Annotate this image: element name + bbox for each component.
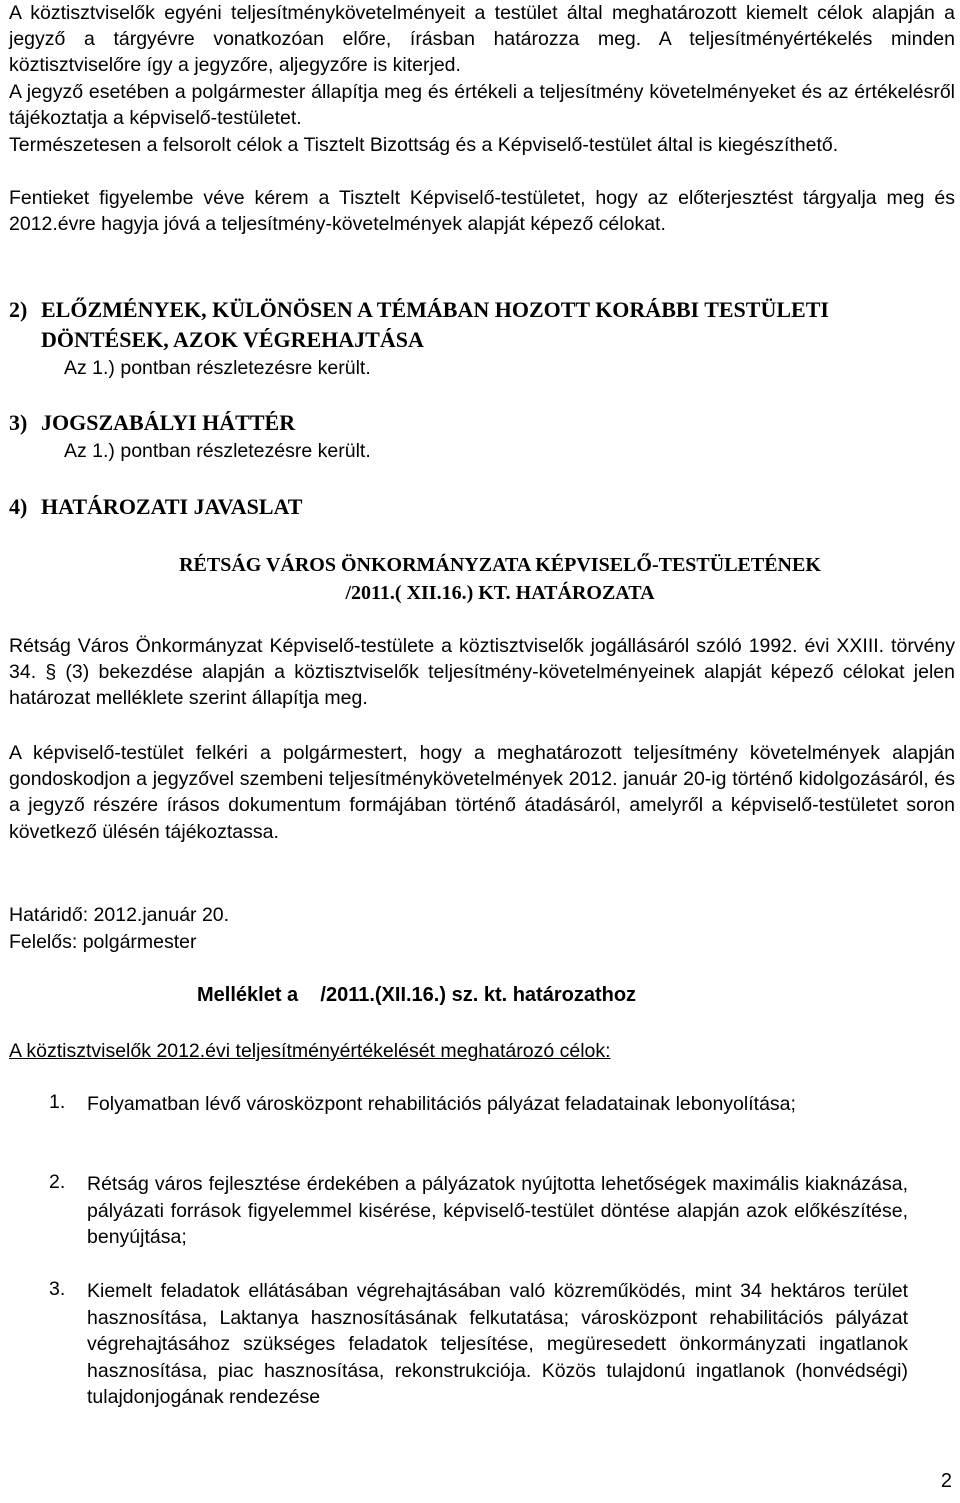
section-heading-2 — [9, 295, 829, 324]
list-item-text: Folyamatban lévő városközpont rehabilitációs pályázat feladatainak lebonyolítása; — [87, 1093, 796, 1115]
section-number: 4) — [9, 494, 28, 519]
resolution-paragraph-1: Rétság Város Önkormányzat Képviselő-testülete a köztisztviselők jogállásáról szóló 1992. évi XXIII. törvény 34. § (3) bekezdése alapján a köztisztviselők teljesítmény-követelményeinek alapját képező célokat jelen határozat melléklete szerint állapítja meg. — [9, 635, 955, 710]
section-heading-2-continued — [41, 325, 424, 354]
section-title-line-1: ELŐZMÉNYEK, KÜLÖNÖSEN A TÉMÁBAN HOZOTT KORÁBBI TESTÜLETI — [41, 297, 829, 322]
section-number: 3) — [9, 410, 28, 435]
page-number: 2 — [940, 1470, 952, 1492]
intro-paragraph-2: A jegyző esetében a polgármester állapítja meg és értékeli a teljesítmény követelményeket és az értékelésről tájékoztatja a képviselő-testületet. — [9, 81, 955, 130]
section-heading-4 — [9, 492, 302, 521]
intro-paragraph-3: Természetesen a felsorolt célok a Tisztelt Bizottság és a Képviselő-testület által is kiegészíthető. — [9, 134, 839, 156]
section-title: HATÁROZATI JAVASLAT — [41, 494, 303, 519]
section-3-body: Az 1.) pontban részletezésre került. — [64, 440, 371, 462]
list-item-number: 2. — [49, 1171, 66, 1193]
list-item-number: 1. — [49, 1091, 66, 1113]
list-item-number: 3. — [49, 1278, 66, 1300]
resolution-paragraph-2: A képviselő-testület felkéri a polgármestert, hogy a meghatározott teljesítmény követelmények alapján gondoskodjon a jegyzővel szembeni teljesítménykövetelmények 2012. január 20-ig történő kidolgozásáról, és a jegyző részére írásos dokumentum formájában történő átadásáról, amelyről a képviselő-testületet soron következő ülésén tájékoztassa. — [9, 742, 955, 843]
section-title: JOGSZABÁLYI HÁTTÉR — [41, 410, 296, 435]
annex-title: Melléklet a /2011.(XII.16.) sz. kt. határozathoz — [197, 984, 637, 1006]
resolution-header-line-2: /2011.( XII.16.) KT. HATÁROZATA — [345, 582, 655, 604]
intro-paragraph-4: Fentieket figyelembe véve kérem a Tisztelt Képviselő-testületet, hogy az előterjesztést tárgyalja meg és 2012.évre hagyja jóvá a teljesítmény-követelmények alapját képező célokat. — [9, 187, 955, 236]
responsible-line: Felelős: polgármester — [9, 931, 197, 953]
list-item-text: Kiemelt feladatok ellátásában végrehajtásában való közreműködés, mint 34 hektáros terület hasznosítása, Laktanya hasznosításának felkutatása; városközpont rehabilitációs pályázat végrehajtásához szükséges feladatok teljesítése, megüresedett önkormányzati ingatlanok hasznosítása, piac hasznosítása, rekonstrukciója. Közös tulajdonú ingatlanok (honvédségi) tulajdonjogának rendezése — [87, 1280, 908, 1408]
list-item-text: Rétság város fejlesztése érdekében a pályázatok nyújtotta lehetőségek maximális kiaknázása, pályázati források figyelemmel kisérése, képviselő-testület döntése alapján azok előkészítése, benyújtása; — [87, 1173, 908, 1248]
resolution-header-line-1: RÉTSÁG VÁROS ÖNKORMÁNYZATA KÉPVISELŐ-TESTÜLETÉNEK — [179, 554, 821, 576]
intro-paragraph-1: A köztisztviselők egyéni teljesítménykövetelményeit a testület által meghatározott kiemelt célok alapján a jegyző a tárgyévre vonatkozóan előre, írásban határozza meg. A teljesítményértékelés minden köztisztviselőre így a jegyzőre, aljegyzőre is kiterjed. — [9, 2, 955, 77]
section-number: 2) — [9, 297, 28, 322]
annex-subtitle: A köztisztviselők 2012.évi teljesítményértékelését meghatározó célok: — [9, 1040, 611, 1062]
section-heading-3 — [9, 408, 295, 437]
section-2-body: Az 1.) pontban részletezésre került. — [64, 357, 371, 379]
section-title-line-2: DÖNTÉSEK, AZOK VÉGREHAJTÁSA — [41, 327, 424, 352]
deadline-line: Határidő: 2012.január 20. — [9, 904, 230, 926]
